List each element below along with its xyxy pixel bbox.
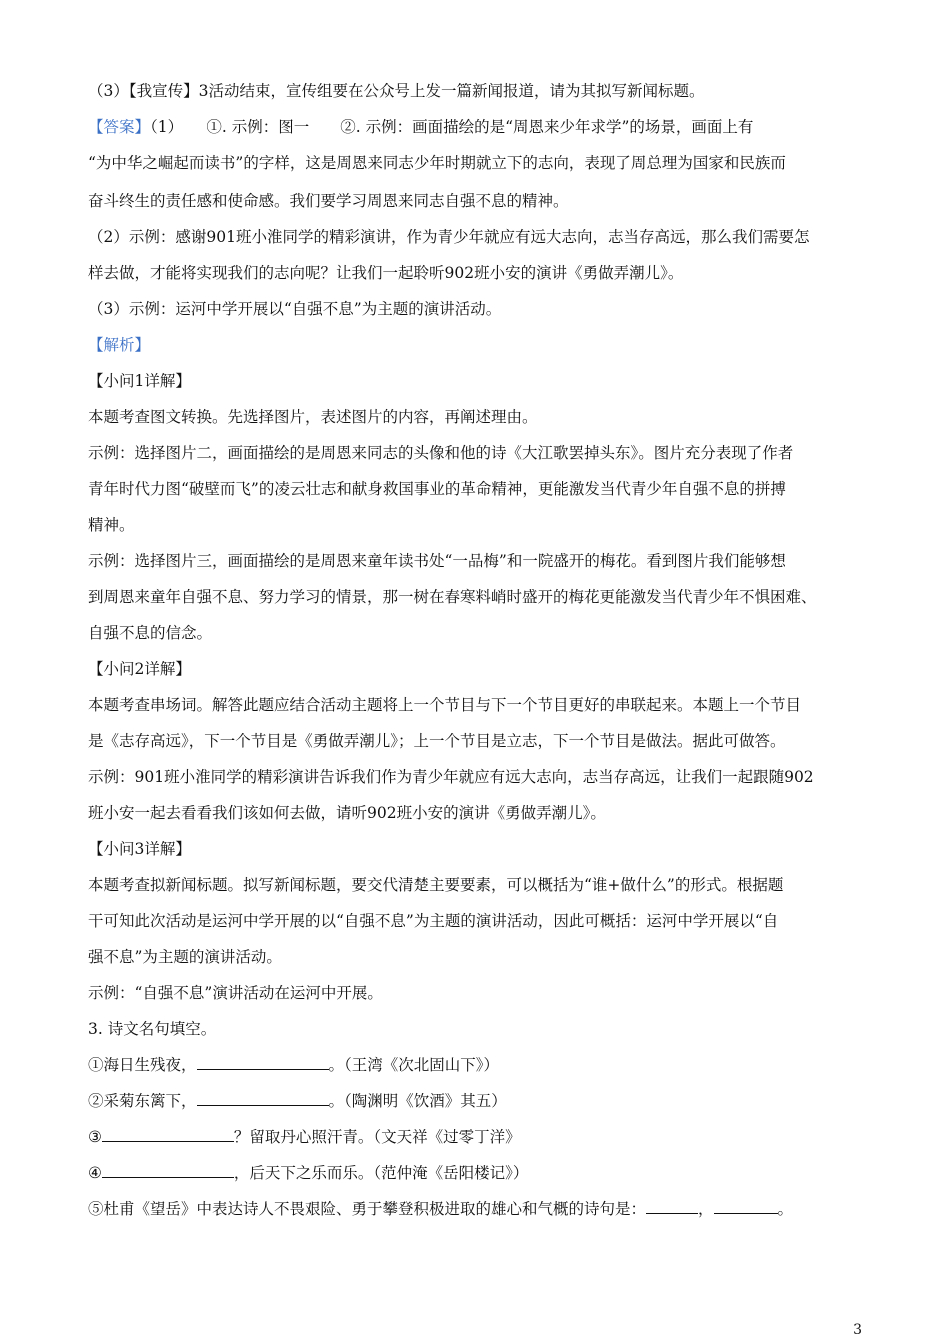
analysis-line: 干可知此次活动是运河中学开展的以“自强不息”为主题的演讲活动，因此可概括：运河中学开展以“自 xyxy=(88,912,779,930)
answer-line-5: 样去做，才能将实现我们的志向呢？让我们一起聆听902班小安的演讲《勇做弄潮儿》。 xyxy=(88,264,684,282)
page-number: 3 xyxy=(853,1322,862,1338)
answer-blank[interactable] xyxy=(197,1091,329,1106)
answer-blank[interactable] xyxy=(102,1163,234,1178)
analysis-line: 精神。 xyxy=(88,516,135,534)
fill-blank-5: ⑤杜甫《望岳》中表达诗人不畏艰险、勇于攀登积极进取的雄心和气概的诗句是： ， 。 xyxy=(88,1200,794,1218)
fill-blank-3: ③ ？留取丹心照汗青。（文天祥《过零丁洋》 xyxy=(88,1128,521,1146)
analysis-line: 示例：选择图片二，画面描绘的是周恩来同志的头像和他的诗《大江歌罢掉头东》。图片充分表现了作者 xyxy=(88,444,794,462)
analysis-line: 强不息”为主题的演讲活动。 xyxy=(88,948,282,966)
answer-line-2: “为中华之崛起而读书”的字样，这是周恩来同志少年时期就立下的志向，表现了周总理为国家和民族而 xyxy=(88,154,786,172)
subquestion-2-heading: 【小问2详解】 xyxy=(88,660,191,678)
analysis-line: 是《志存高远》，下一个节目是《勇做弄潮儿》；上一个节目是立志，下一个节目是做法。据此可做答。 xyxy=(88,732,786,750)
analysis-line: 示例：“自强不息”演讲活动在运河中开展。 xyxy=(88,984,383,1002)
answer-line-6: （3）示例：运河中学开展以“自强不息”为主题的演讲活动。 xyxy=(88,300,502,318)
answer-blank[interactable] xyxy=(714,1199,778,1214)
answer-line-3: 奋斗终生的责任感和使命感。我们要学习周恩来同志自强不息的精神。 xyxy=(88,192,569,210)
subquestion-3-heading: 【小问3详解】 xyxy=(88,840,191,858)
subquestion-1-heading: 【小问1详解】 xyxy=(88,372,191,390)
analysis-line: 到周恩来童年自强不息、努力学习的情景，那一树在春寒料峭时盛开的梅花更能激发当代青少年不惧困难、 xyxy=(88,588,817,606)
answer-text: （1） ①. 示例：图一 ②. 示例：画面描绘的是“周恩来少年求学”的场景，画面上有 xyxy=(150,118,754,136)
answer-blank[interactable] xyxy=(197,1055,329,1070)
answer-blank[interactable] xyxy=(646,1199,698,1214)
analysis-tag: 【解析】 xyxy=(88,336,151,354)
analysis-line: 示例：901班小淮同学的精彩演讲告诉我们作为青少年就应有远大志向，志当存高远，让我们一起跟随902 xyxy=(88,768,814,786)
answer-tag: 【答案】 xyxy=(88,118,151,136)
analysis-line: 本题考查图文转换。先选择图片，表述图片的内容，再阐述理由。 xyxy=(88,408,538,426)
analysis-line: 本题考查串场词。解答此题应结合活动主题将上一个节目与下一个节目更好的串联起来。本题上一个节目 xyxy=(88,696,802,714)
question-3-line: （3）【我宣传】3活动结束，宣传组要在公众号上发一篇新闻报道，请为其拟写新闻标题。 xyxy=(88,82,705,100)
analysis-line: 自强不息的信念。 xyxy=(88,624,213,642)
answer-blank[interactable] xyxy=(102,1127,234,1142)
question-3-poetry-heading: 3. 诗文名句填空。 xyxy=(88,1020,217,1038)
analysis-line: 青年时代力图“破壁而飞”的凌云壮志和献身救国事业的革命精神，更能激发当代青少年自强不息的拼搏 xyxy=(88,480,786,498)
answer-line-4: （2）示例：感谢901班小淮同学的精彩演讲，作为青少年就应有远大志向，志当存高远，那么我们需要怎 xyxy=(88,228,810,246)
fill-blank-1: ①海日生残夜， 。（王湾《次北固山下》） xyxy=(88,1056,500,1074)
answer-line-1 xyxy=(88,117,878,137)
analysis-line: 示例：选择图片三，画面描绘的是周恩来童年读书处“一品梅”和一院盛开的梅花。看到图片我们能够想 xyxy=(88,552,786,570)
fill-blank-4: ④ ，后天下之乐而乐。（范仲淹《岳阳楼记》） xyxy=(88,1164,529,1182)
analysis-line: 班小安一起去看看我们该如何去做，请听902班小安的演讲《勇做弄潮儿》。 xyxy=(88,804,606,822)
analysis-line: 本题考查拟新闻标题。拟写新闻标题，要交代清楚主要要素，可以概括为“谁+做什么”的形式。根据题 xyxy=(88,876,784,894)
fill-blank-2: ②采菊东篱下， 。（陶渊明《饮酒》其五） xyxy=(88,1092,507,1110)
